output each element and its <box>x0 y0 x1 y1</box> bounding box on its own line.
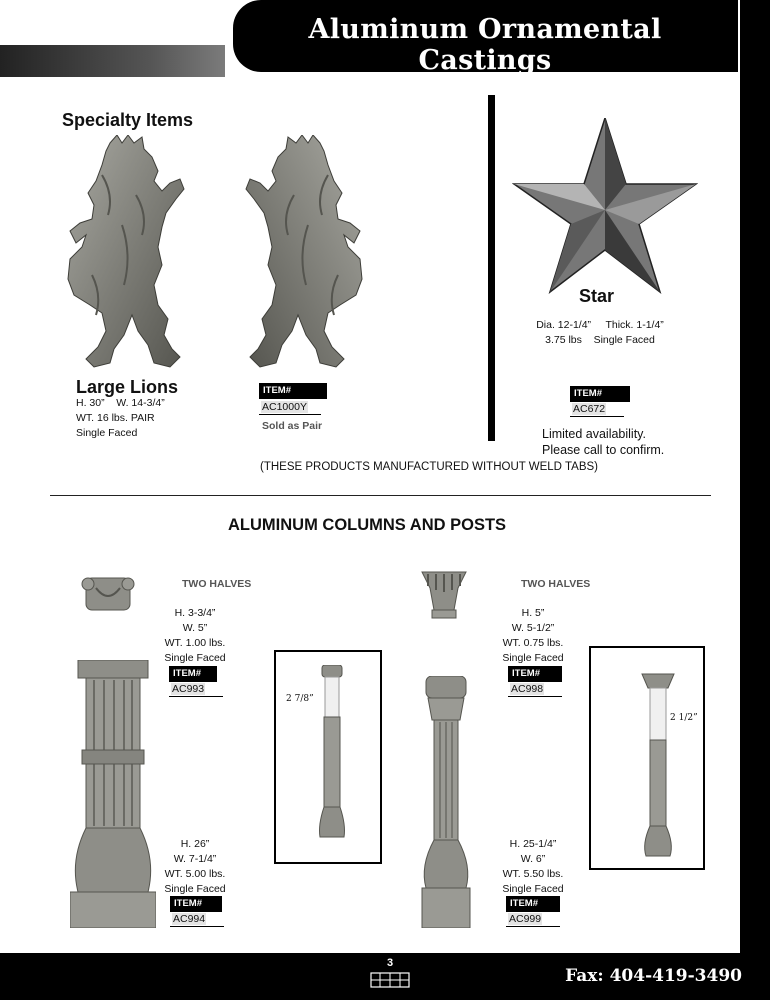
section-divider-vertical <box>488 95 495 441</box>
left-assembly-image <box>314 665 350 845</box>
right-post-item-label: ITEM# <box>506 896 560 912</box>
lions-weight: WT. 16 lbs. PAIR <box>76 412 155 424</box>
left-cap-image <box>80 574 136 614</box>
lion-left-image <box>62 135 192 375</box>
right-cap-item-label: ITEM# <box>508 666 562 682</box>
right-cap-note: TWO HALVES <box>521 578 591 590</box>
right-post-height: H. 25-1/4” <box>509 838 557 850</box>
page-title: Aluminum Ornamental Castings <box>308 14 662 76</box>
lions-note: Sold as Pair <box>262 420 323 432</box>
star-item-label: ITEM# <box>570 386 630 402</box>
columns-heading: ALUMINUM COLUMNS AND POSTS <box>228 516 507 534</box>
right-cap-item-number: AC998 <box>508 681 562 697</box>
right-cap-height: H. 5” <box>521 607 545 619</box>
right-post-weight: WT. 5.50 lbs. <box>502 868 564 880</box>
right-post-image <box>418 676 474 928</box>
left-post-width: W. 7-1/4” <box>173 853 217 865</box>
lions-item-label: ITEM# <box>259 383 327 399</box>
section-divider-horizontal <box>50 495 711 496</box>
lions-title: Large Lions <box>76 377 179 397</box>
left-cap-face: Single Faced <box>164 652 226 664</box>
right-assembly-image <box>640 672 676 860</box>
left-cap-weight: WT. 1.00 lbs. <box>164 637 226 649</box>
star-availability-line-2: Please call to confirm. <box>542 443 665 457</box>
star-title: Star <box>579 286 615 306</box>
lions-dimensions: H. 30” W. 14-3/4” <box>76 397 165 409</box>
header-gradient-band <box>0 45 250 77</box>
page-number: 3 <box>386 957 394 969</box>
left-post-face: Single Faced <box>164 883 226 895</box>
right-assembly-measure: 2 1/2” <box>670 713 698 723</box>
right-post-item-number: AC999 <box>506 911 560 927</box>
star-item-number: AC672 <box>570 401 624 417</box>
right-post-width: W. 6” <box>520 853 546 865</box>
right-edge-bar <box>740 0 770 1000</box>
star-availability-line-1: Limited availability. <box>542 427 646 441</box>
specialty-heading: Specialty Items <box>62 110 194 130</box>
left-cap-width: W. 5” <box>182 622 208 634</box>
left-post-item-label: ITEM# <box>170 896 222 912</box>
star-image <box>512 118 698 294</box>
weld-tab-disclaimer: (THESE PRODUCTS MANUFACTURED WITHOUT WELD TABS) <box>260 461 598 473</box>
left-assembly-measure: 2 7/8” <box>286 694 314 704</box>
left-cap-note: TWO HALVES <box>182 578 252 590</box>
left-post-item-number: AC994 <box>170 911 224 927</box>
fax-number: Fax: 404-419-3490 <box>565 966 742 986</box>
right-post-face: Single Faced <box>502 883 564 895</box>
left-cap-height: H. 3-3/4” <box>174 607 216 619</box>
star-dimensions: Dia. 12-1/4” Thick. 1-1/4” <box>536 319 664 331</box>
right-cap-weight: WT. 0.75 lbs. <box>502 637 564 649</box>
lions-face: Single Faced <box>76 427 138 439</box>
star-weight-face: 3.75 lbs Single Faced <box>545 334 655 346</box>
lions-item-number: AC1000Y <box>259 399 321 415</box>
lion-right-image <box>238 135 368 375</box>
left-cap-item-number: AC993 <box>169 681 223 697</box>
right-cap-image <box>420 570 468 620</box>
left-post-height: H. 26” <box>180 838 210 850</box>
right-cap-face: Single Faced <box>502 652 564 664</box>
fence-grid-icon <box>370 972 410 988</box>
right-cap-width: W. 5-1/2” <box>511 622 555 634</box>
left-post-image <box>70 660 156 928</box>
left-post-weight: WT. 5.00 lbs. <box>164 868 226 880</box>
left-cap-item-label: ITEM# <box>169 666 217 682</box>
